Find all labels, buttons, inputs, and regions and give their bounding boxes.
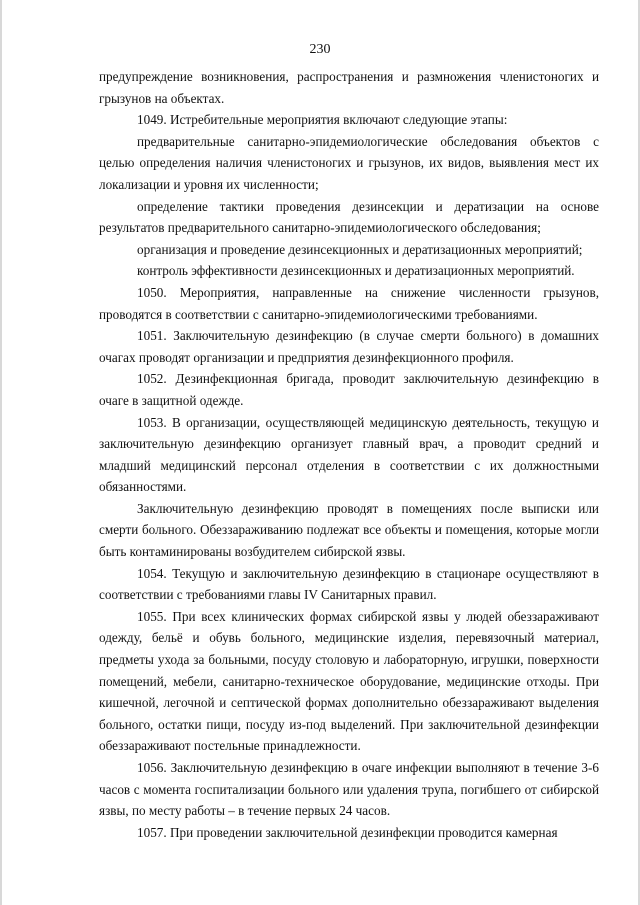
document-body [99,66,599,843]
paragraph-1049-item-1: предварительные санитарно-эпидемиологические обследования объектов с целью определения наличия членистоногих и грызунов, их видов, выявления мест их локализации и уровня их численности; [99,133,599,192]
paragraph-1053-cont: Заключительную дезинфекцию проводят в помещениях после выписки или смерти больного. Обеззараживанию подлежат все объекты и помещения, которые могли быть контаминированы возбудителем сибирской язвы. [99,500,599,560]
paragraph-1051: 1051. Заключительную дезинфекцию (в случае смерти больного) в домашних очагах проводят организации и предприятия дезинфекционного профиля. [99,328,599,365]
paragraph-1049-item-3: организация и проведение дезинсекционных и дератизационных мероприятий; [137,241,583,257]
paragraph-continuation: предупреждение возникновения, распространения и размножения членистоногих и грызунов на объектах. [99,69,599,106]
paragraph-1056: 1056. Заключительную дезинфекцию в очаге инфекции выполняют в течение 3-6 часов с момента госпитализации больного или удаления трупа, погибшего от сибирской язвы, по месту работы – в течение первых 24 часов. [99,760,599,819]
paragraph-1049: 1049. Истребительные мероприятия включают следующие этапы: [137,112,508,128]
paragraph-1054: 1054. Текущую и заключительную дезинфекцию в стационаре осуществляют в соответствии с требованиями главы IV Санитарных правил. [99,565,599,603]
paragraph-1049-item-2: определение тактики проведения дезинсекции и дератизации на основе результатов предварительного санитарно-эпидемиологического обследования; [99,198,599,236]
paragraph-1057: 1057. При проведении заключительной дезинфекции проводится камерная [137,824,558,840]
paragraph-1055: 1055. При всех клинических формах сибирской язвы у людей обеззараживают одежду, бельё и обувь больного, медицинские изделия, перевязочный материал, предметы ухода за больными, посуду столовую и лабораторную, игрушки, поверхности помещений, мебели, санитарно-техническое оборудование, медицинские отходы. При кишечной, легочной и септической формах дополнительно обеззараживают выделения больного, остатки пищи, посуду из-под выделений. При заключительной дезинфекции обеззараживают постельные принадлежности. [99,608,599,754]
page-number: 230 [309,42,331,57]
paragraph-1050: 1050. Мероприятия, направленные на снижение численности грызунов, проводятся в соответствии с санитарно-эпидемиологическими требованиями. [99,284,599,322]
paragraph-1053: 1053. В организации, осуществляющей медицинскую деятельность, текущую и заключительную дезинфекцию организует главный врач, а проводит средний и младший медицинский персонал отделения в соответствии с их должностными обязанностями. [99,414,599,495]
paragraph-1049-item-4: контроль эффективности дезинсекционных и дератизационных мероприятий. [137,263,575,279]
paragraph-1052: 1052. Дезинфекционная бригада, проводит заключительную дезинфекцию в очаге в защитной одежде. [99,371,599,408]
